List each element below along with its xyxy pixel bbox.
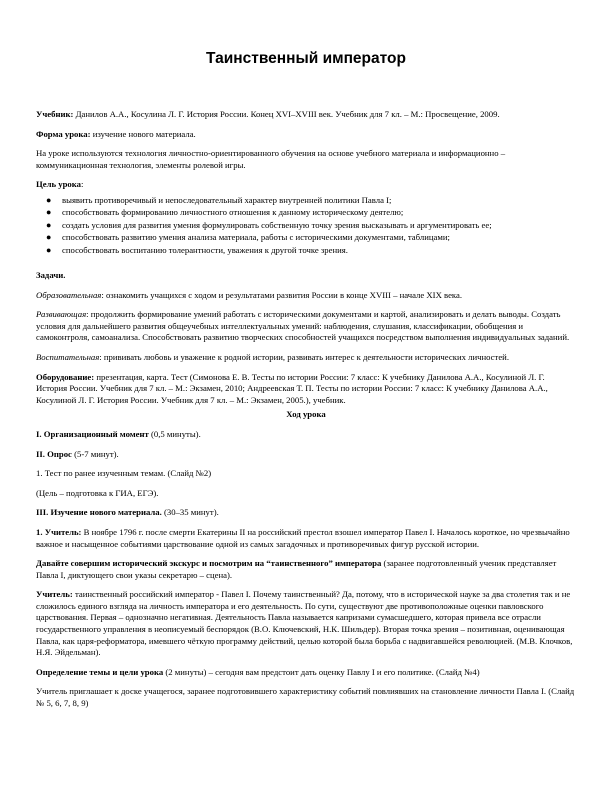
textbook-paragraph: [36, 109, 576, 121]
goal-item: [36, 231, 576, 243]
goal-item: [36, 219, 576, 231]
goal-item: [36, 244, 576, 256]
equipment-label: Оборудование:: [36, 371, 95, 382]
lesson-progress-heading: Ход урока: [286, 409, 326, 420]
goal-item-text: создать условия для развития умения формулировать собственную точку зрения высказывать и аргументировать ее;: [62, 219, 492, 230]
goal-colon: :: [81, 179, 84, 190]
goal-item-text: способствовать воспитанию толерантности, уважения к другой точке зрения.: [62, 244, 348, 255]
task-developing: [36, 309, 576, 344]
topic-label: Определение темы и цели урока: [36, 666, 164, 677]
stage-2-label: II. Опрос: [36, 448, 72, 459]
bullet-icon: ●: [46, 207, 52, 218]
test-line: 1. Тест по ранее изученным темам. (Слайд №2): [36, 468, 212, 479]
stage-1-text: (0,5 минуты).: [148, 428, 201, 439]
teacher-2-text: таинственный российский император - Павел I. Почему таинственный? Да, потому, что в исторической науке за два столетия так и не сложилось единого взгляда на личность императора и его деятельность. По сути, существуют две противоположные оценки павловского царствования. Первая – однозначно негативная. Деятельность Павла называется капризами сумасшедшего, которая привела все отрасли государственного управления в неописуемый беспорядок (В.О. Ключевский, Н.К. Шильдер). Вторая точка зрения – позитивная, оценивающая Павла, как царя-реформатора, имевшего чёткую программу действий, целью которой была борьба с надвигавшейся революцией. (М.В. Клочков, Н.Я. Эйдельман).: [36, 589, 573, 658]
stage-2-text: (5-7 минут).: [71, 448, 119, 459]
textbook-text: Данилов А.А., Косулина Л. Г. История России. Конец XVI–XVIII век. Учебник для 7 кл. – М.: Просвещение, 2009.: [73, 109, 500, 119]
stage-3: [36, 507, 576, 519]
goal-item: [36, 206, 576, 218]
stage-1: [36, 429, 576, 441]
lesson-form-label: Форма урока:: [36, 128, 91, 139]
task-developing-label: Развивающая: [36, 309, 87, 320]
closing-paragraph: Учитель приглашает к доске учащегося, заранее подготовившего характеристику событий повлиявших на становление личности Павла I. (Слайд № 5, 6, 7, 8, 9): [36, 686, 575, 709]
stage-1-label: I. Организационный момент: [36, 428, 149, 439]
goal-item-text: выявить противоречивый и непоследовательный характер внутренней политики Павла I;: [62, 194, 392, 205]
excursus-label: Давайте совершим исторический экскурс и посмотрим на “таинственного” императора: [36, 558, 382, 569]
task-educational: [36, 290, 576, 302]
goal-item-text: способствовать развитию умения анализа материала, работы с историческими документами, таблицами;: [62, 232, 450, 243]
document-title: Таинственный император: [206, 50, 406, 67]
stage-2: [36, 449, 576, 461]
task-upbringing-text: : прививать любовь и уважение к родной истории, развивать интерес к деятельности исторических личностей.: [99, 351, 509, 362]
document-body: [36, 109, 576, 718]
teacher-paragraph-1: [36, 527, 576, 550]
goal-item: [36, 194, 576, 206]
excursus-paragraph: [36, 558, 576, 581]
bullet-icon: ●: [46, 219, 52, 230]
task-upbringing: [36, 352, 576, 364]
teacher-2-label: Учитель:: [36, 589, 73, 600]
tasks-heading: Задачи.: [36, 270, 66, 280]
bullet-icon: ●: [46, 232, 52, 243]
goal-line: (Цель – подготовка к ГИА, ЕГЭ).: [36, 487, 159, 498]
lesson-form-paragraph: [36, 129, 576, 141]
equipment-paragraph: [36, 372, 576, 407]
teacher-paragraph-2: [36, 589, 576, 659]
bullet-icon: ●: [46, 194, 52, 205]
task-educational-label: Образовательная: [36, 289, 102, 300]
goal-label: Цель урока: [36, 179, 81, 190]
goal-list: [36, 194, 576, 256]
teacher-1-label: 1. Учитель:: [36, 526, 82, 537]
equipment-text: презентация, карта. Тест (Симонова Е. В. Тесты по истории России: 7 класс: К учебнику Данилова А.А., Косулиной Л. Г. История России. Учебник для 7 кл. – М.: Экзамен, 2010; Андреевская Т. П. Тесты по истории России: 7 класс: К учебнику Данилова А.А., Косулиной Л. Г. История России. Учебник для 7 кл. – М.: Экзамен, 2005.), учебник.: [36, 371, 548, 405]
bullet-icon: ●: [46, 244, 52, 255]
lesson-form-text: изучение нового материала.: [90, 128, 196, 139]
textbook-label: Учебник:: [36, 109, 74, 119]
task-upbringing-label: Воспитательная: [36, 351, 100, 362]
topic-paragraph: [36, 667, 576, 679]
stage-3-text: (30–35 минут).: [161, 507, 219, 518]
task-educational-text: : ознакомить учащихся с ходом и результатами развития России в конце XVIII – начале XIX века.: [101, 289, 463, 300]
excursus-text: (заранее подготовленный ученик представляет Павла I, диктующего свои указы секретарю – сцена).: [36, 558, 557, 580]
goal-item-text: способствовать формированию личностного отношения к данному историческому деятелю;: [62, 207, 404, 218]
topic-text: (2 минуты) – сегодня вам предстоит дать оценку Павлу I и его политике. (Слайд №4): [163, 666, 480, 677]
task-developing-text: : продолжить формирование умений работать с историческими документами и картой, анализировать и делать выводы. Создать условия для дальнейшего развития общеучебных интеллектуальных умений: наблюдения, слушания, классификации, обобщения и самоконтроля, самоанализа. Способствовать развитию творческих способностей учащихся посредством выполнения индивидуальных заданий.: [36, 309, 570, 343]
stage-3-label: III. Изучение нового материала.: [36, 507, 162, 518]
intro-paragraph: На уроке используются технология личностно-ориентированного обучения на основе учебного материала и информационно – коммуникационная технология, элементы ролевой игры.: [36, 148, 506, 170]
teacher-1-text: В ноябре 1796 г. после смерти Екатерины II на российский престол взошел император Павел I. Началось короткое, но чрезвычайно важное и насыщенное событиями царствование одной из самых загадочных и противоречивых фигур русской истории.: [36, 526, 570, 549]
goal-heading: [36, 179, 576, 191]
